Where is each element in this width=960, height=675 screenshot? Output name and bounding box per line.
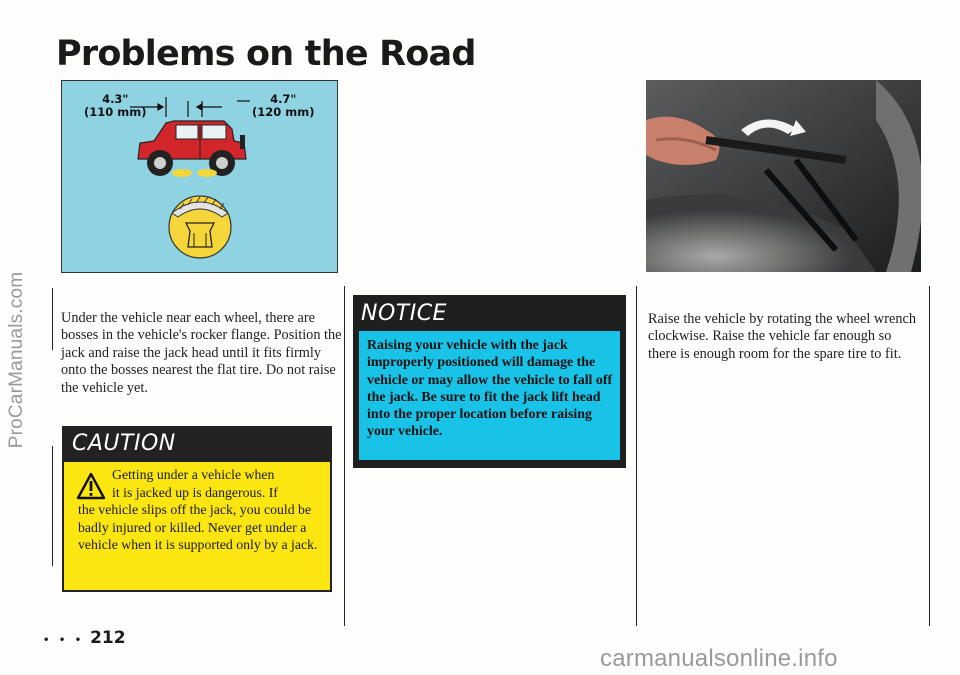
notice-text: Raising your vehicle with the jack improperly positioned will damage the vehicle or may allow the vehicle to fall off the jack. Be sure to fit the jack lift head into the proper location before raising your vehicle. xyxy=(367,338,613,440)
vehicle-jack-illustration xyxy=(62,81,338,273)
column-rule-left-top xyxy=(52,288,53,350)
column-rule-middle xyxy=(344,286,345,626)
caution-line-1: Getting under a vehicle when xyxy=(112,467,275,482)
jack-photo-illustration xyxy=(646,80,921,272)
caution-box xyxy=(62,426,332,592)
side-watermark xyxy=(2,160,32,560)
notice-box xyxy=(353,295,626,468)
caution-heading: CAUTION xyxy=(72,431,176,456)
jack-position-diagram xyxy=(61,80,338,273)
left-paragraph: Under the vehicle near each wheel, there are bosses in the vehicle's rocker flange. Position the jack and raise the jack head until it fits firmly onto the bosses nearest the flat tire. Do not raise the vehicle yet. xyxy=(61,310,342,396)
car-icon xyxy=(138,121,246,177)
page-number-dots: • • • xyxy=(43,635,85,646)
side-watermark-text: ProCarManuals.com xyxy=(6,271,27,449)
dimension-right-mm: (120 mm) xyxy=(252,105,315,119)
caution-line-2: it is jacked up is dangerous. If xyxy=(112,484,278,500)
caution-text xyxy=(78,466,324,554)
column-rule-left-bottom xyxy=(52,446,53,566)
jack-head-detail-icon xyxy=(169,196,231,258)
caution-rest: the vehicle slips off the jack, you could be badly injured or killed. Never get under a vehicle when it is supported only by a jack. xyxy=(78,502,318,552)
dimension-left-inches: 4.3" xyxy=(102,92,129,106)
notice-panel xyxy=(359,331,620,460)
page-number-value: 212 xyxy=(90,628,126,648)
dimension-right-inches: 4.7" xyxy=(270,92,297,106)
notice-heading: NOTICE xyxy=(361,301,447,326)
column-rule-right xyxy=(636,286,637,626)
right-paragraph: Raise the vehicle by rotating the wheel wrench clockwise. Raise the vehicle far enough so there is enough room for the spare tire to fit. xyxy=(648,311,916,362)
page-number xyxy=(43,628,126,648)
caution-header xyxy=(64,428,330,462)
bottom-watermark: carmanualsonline.info xyxy=(600,645,838,672)
page-title: Problems on the Road xyxy=(56,34,476,74)
jack-photo xyxy=(646,80,921,272)
column-rule-far-right xyxy=(929,286,930,626)
dimension-left-mm: (110 mm) xyxy=(84,105,147,119)
